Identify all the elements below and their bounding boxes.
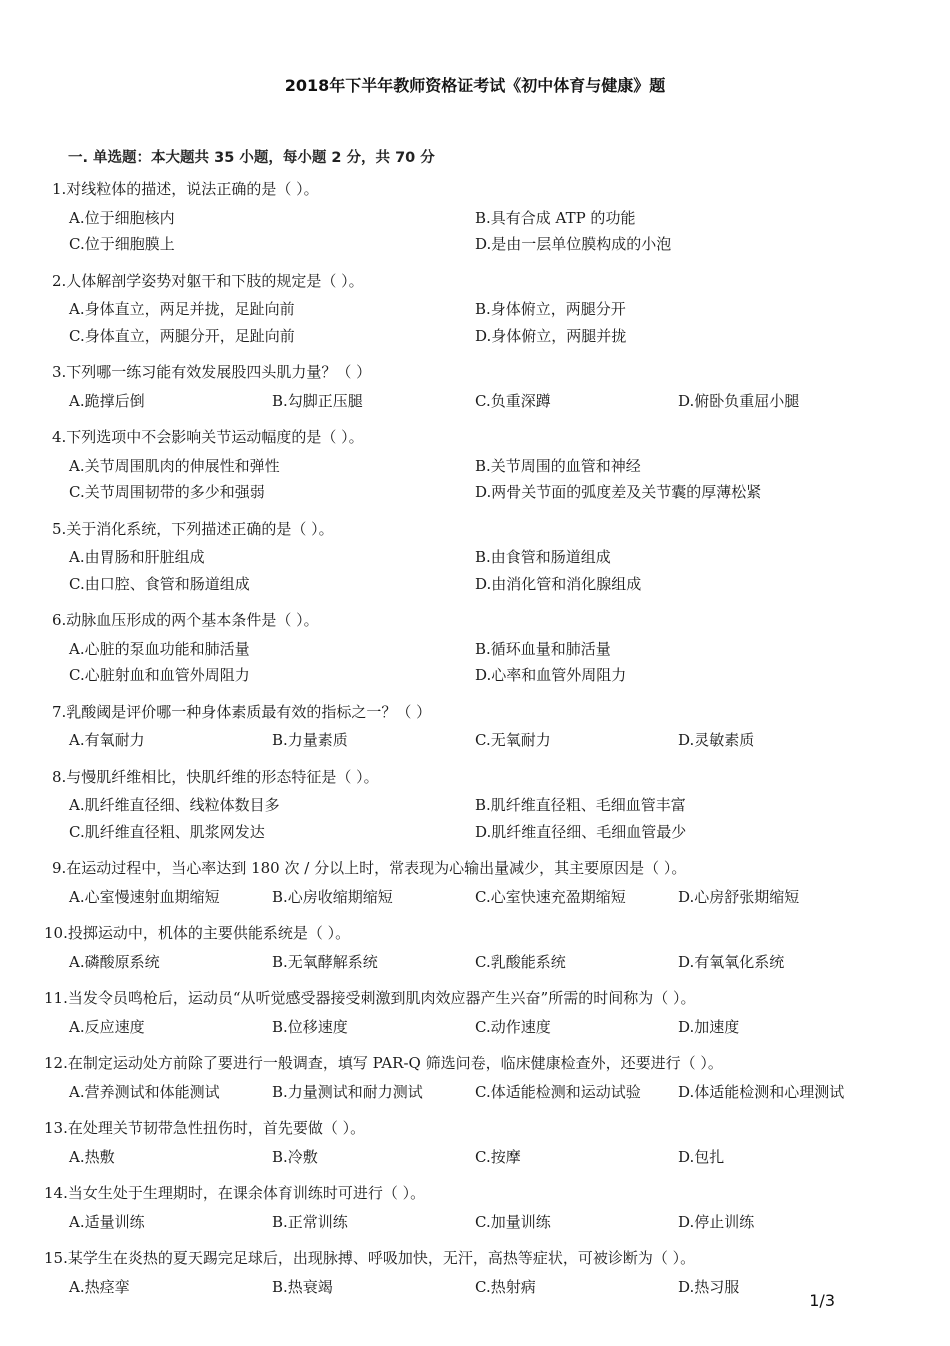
answer-option: A.身体直立，两足并拢，足趾向前 [69, 300, 295, 318]
answer-option: C.由口腔、食管和肠道组成 [69, 574, 250, 593]
answer-option: C.无氧耐力 [475, 731, 551, 749]
question-stem: 7.乳酸阈是评价哪一种身体素质最有效的指标之一？（ ） [52, 702, 432, 721]
answer-option: C.加量训练 [475, 1212, 551, 1231]
answer-option: D.有氧氧化系统 [678, 952, 785, 971]
options-row [0, 792, 950, 819]
answer-option: D.两骨关节面的弧度差及关节囊的厚薄松紧 [475, 483, 762, 501]
answer-option: B.身体俯立，两腿分开 [475, 300, 626, 318]
question-stem: 4.下列选项中不会影响关节运动幅度的是（ ）。 [52, 428, 364, 446]
answer-option: A.心室慢速射血期缩短 [69, 887, 220, 906]
options-row [0, 544, 950, 571]
answer-option: D.热习服 [678, 1277, 740, 1296]
answer-option: D.加速度 [678, 1017, 740, 1036]
answer-option: A.有氧耐力 [69, 731, 145, 749]
question-item [0, 266, 950, 358]
question-item [0, 697, 950, 762]
options-row [0, 1144, 950, 1179]
answer-option: A.磷酸原系统 [69, 952, 160, 971]
answer-option: B.冷敷 [272, 1147, 318, 1166]
options-row [0, 453, 950, 480]
options-row [0, 1274, 950, 1309]
question-item [0, 514, 950, 606]
question-stem: 8.与慢肌纤维相比，快肌纤维的形态特征是（ ）。 [52, 767, 379, 786]
answer-option: C.心脏射血和血管外周阻力 [69, 666, 250, 684]
answer-option: D.包扎 [678, 1147, 725, 1166]
options-row [0, 819, 950, 854]
options-row [0, 205, 950, 232]
answer-option: D.俯卧负重屈小腿 [678, 391, 800, 410]
answer-option: D.是由一层单位膜构成的小泡 [475, 235, 672, 253]
question-stem: 12.在制定运动处方前除了要进行一般调查，填写 PAR-Q 筛选问卷，临床健康检查外，还要进行（ ）。 [44, 1054, 723, 1072]
answer-option: C.乳酸能系统 [475, 952, 566, 971]
answer-option: A.营养测试和体能测试 [69, 1082, 220, 1101]
answer-option: D.心房舒张期缩短 [678, 887, 800, 906]
answer-option: C.心室快速充盈期缩短 [475, 887, 626, 906]
answer-option: A.关节周围肌肉的伸展性和弹性 [69, 456, 280, 475]
answer-option: C.位于细胞膜上 [69, 235, 175, 253]
answer-option: D.体适能检测和心理测试 [678, 1082, 845, 1101]
answer-option: B.位移速度 [272, 1017, 348, 1036]
question-stem: 3.下列哪一练习能有效发展股四头肌力量？（ ） [52, 363, 372, 381]
question-item [0, 605, 950, 697]
options-row [0, 1209, 950, 1244]
answer-option: C.身体直立，两腿分开，足趾向前 [69, 326, 295, 345]
answer-option: A.适量训练 [69, 1212, 145, 1231]
question-item [0, 1178, 950, 1243]
options-row [0, 1014, 950, 1049]
question-item [0, 357, 950, 422]
answer-option: A.热敷 [69, 1147, 115, 1166]
question-item [0, 983, 950, 1048]
answer-option: B.勾脚正压腿 [272, 391, 363, 410]
answer-option: B.力量测试和耐力测试 [272, 1082, 423, 1101]
question-item [0, 1243, 950, 1308]
question-stem: 6.动脉血压形成的两个基本条件是（ ）。 [52, 611, 319, 629]
question-stem: 10.投掷运动中，机体的主要供能系统是（ ）。 [44, 924, 351, 942]
answer-option: A.由胃肠和肝脏组成 [69, 548, 205, 566]
answer-option: C.热射病 [475, 1277, 536, 1296]
question-item [0, 174, 950, 266]
page-number: 1/3 [809, 1291, 835, 1310]
answer-option: B.无氧酵解系统 [272, 952, 378, 971]
page-title: 2018年下半年教师资格证考试《初中体育与健康》题 [284, 76, 666, 95]
answer-option: A.位于细胞核内 [69, 208, 175, 227]
answer-option: B.循环血量和肺活量 [475, 639, 611, 658]
answer-option: D.肌纤维直径细、毛细血管最少 [475, 822, 687, 841]
question-item [0, 1113, 950, 1178]
options-row [0, 388, 950, 423]
answer-option: C.体适能检测和运动试验 [475, 1082, 641, 1101]
answer-option: D.停止训练 [678, 1212, 755, 1231]
answer-option: A.反应速度 [69, 1017, 145, 1036]
question-item [0, 1048, 950, 1113]
options-row [0, 727, 950, 762]
answer-option: C.动作速度 [475, 1017, 551, 1036]
options-row [0, 231, 950, 266]
answer-option: D.灵敏素质 [678, 731, 755, 749]
question-stem: 14.当女生处于生理期时，在课余体育训练时可进行（ ）。 [44, 1184, 426, 1202]
question-stem: 9.在运动过程中，当心率达到 180 次 / 分以上时，常表现为心输出量减少，其主要原因是（ ）。 [52, 859, 687, 877]
options-row [0, 884, 950, 919]
question-stem: 5.关于消化系统，下列描述正确的是（ ）。 [52, 519, 334, 538]
answer-option: A.心脏的泵血功能和肺活量 [69, 639, 250, 658]
options-row [0, 949, 950, 984]
question-stem: 2.人体解剖学姿势对躯干和下肢的规定是（ ）。 [52, 271, 364, 290]
answer-option: C.负重深蹲 [475, 391, 551, 410]
answer-option: B.肌纤维直径粗、毛细血管丰富 [475, 796, 686, 814]
question-stem: 13.在处理关节韧带急性扭伤时，首先要做（ ）。 [44, 1119, 366, 1137]
answer-option: B.力量素质 [272, 731, 348, 749]
question-stem: 1.对线粒体的描述，说法正确的是（ ）。 [52, 180, 319, 198]
question-item [0, 422, 950, 514]
answer-option: C.按摩 [475, 1147, 521, 1166]
options-row [0, 571, 950, 606]
question-stem: 11.当发令员鸣枪后，运动员“从听觉感受器接受刺激到肌肉效应器产生兴奋”所需的时间称为（ ）。 [44, 989, 696, 1007]
answer-option: D.心率和血管外周阻力 [475, 666, 627, 684]
options-row [0, 479, 950, 514]
answer-option: D.身体俯立，两腿并拢 [475, 326, 627, 345]
question-item [0, 762, 950, 854]
section-heading: 一. 单选题：本大题共 35 小题，每小题 2 分，共 70 分 [68, 150, 435, 166]
answer-option: D.由消化管和消化腺组成 [475, 574, 642, 593]
answer-option: C.肌纤维直径粗、肌浆网发达 [69, 822, 265, 841]
answer-option: B.热衰竭 [272, 1277, 333, 1296]
answer-option: A.热痉挛 [69, 1277, 130, 1296]
answer-option: B.具有合成 ATP 的功能 [475, 208, 636, 227]
options-row [0, 323, 950, 358]
question-list [0, 174, 950, 1308]
answer-option: C.关节周围韧带的多少和强弱 [69, 483, 265, 501]
question-stem: 15.某学生在炎热的夏天踢完足球后，出现脉搏、呼吸加快，无汗，高热等症状，可被诊断为（ ）。 [44, 1249, 696, 1267]
answer-option: B.关节周围的血管和神经 [475, 456, 641, 475]
question-item [0, 853, 950, 918]
options-row [0, 662, 950, 697]
answer-option: B.正常训练 [272, 1212, 348, 1231]
options-row [0, 636, 950, 663]
answer-option: A.肌纤维直径细、线粒体数目多 [69, 796, 280, 814]
options-row [0, 1079, 950, 1114]
options-row [0, 296, 950, 323]
answer-option: B.心房收缩期缩短 [272, 887, 393, 906]
answer-option: B.由食管和肠道组成 [475, 548, 611, 566]
question-item [0, 918, 950, 983]
answer-option: A.跪撑后倒 [69, 391, 145, 410]
